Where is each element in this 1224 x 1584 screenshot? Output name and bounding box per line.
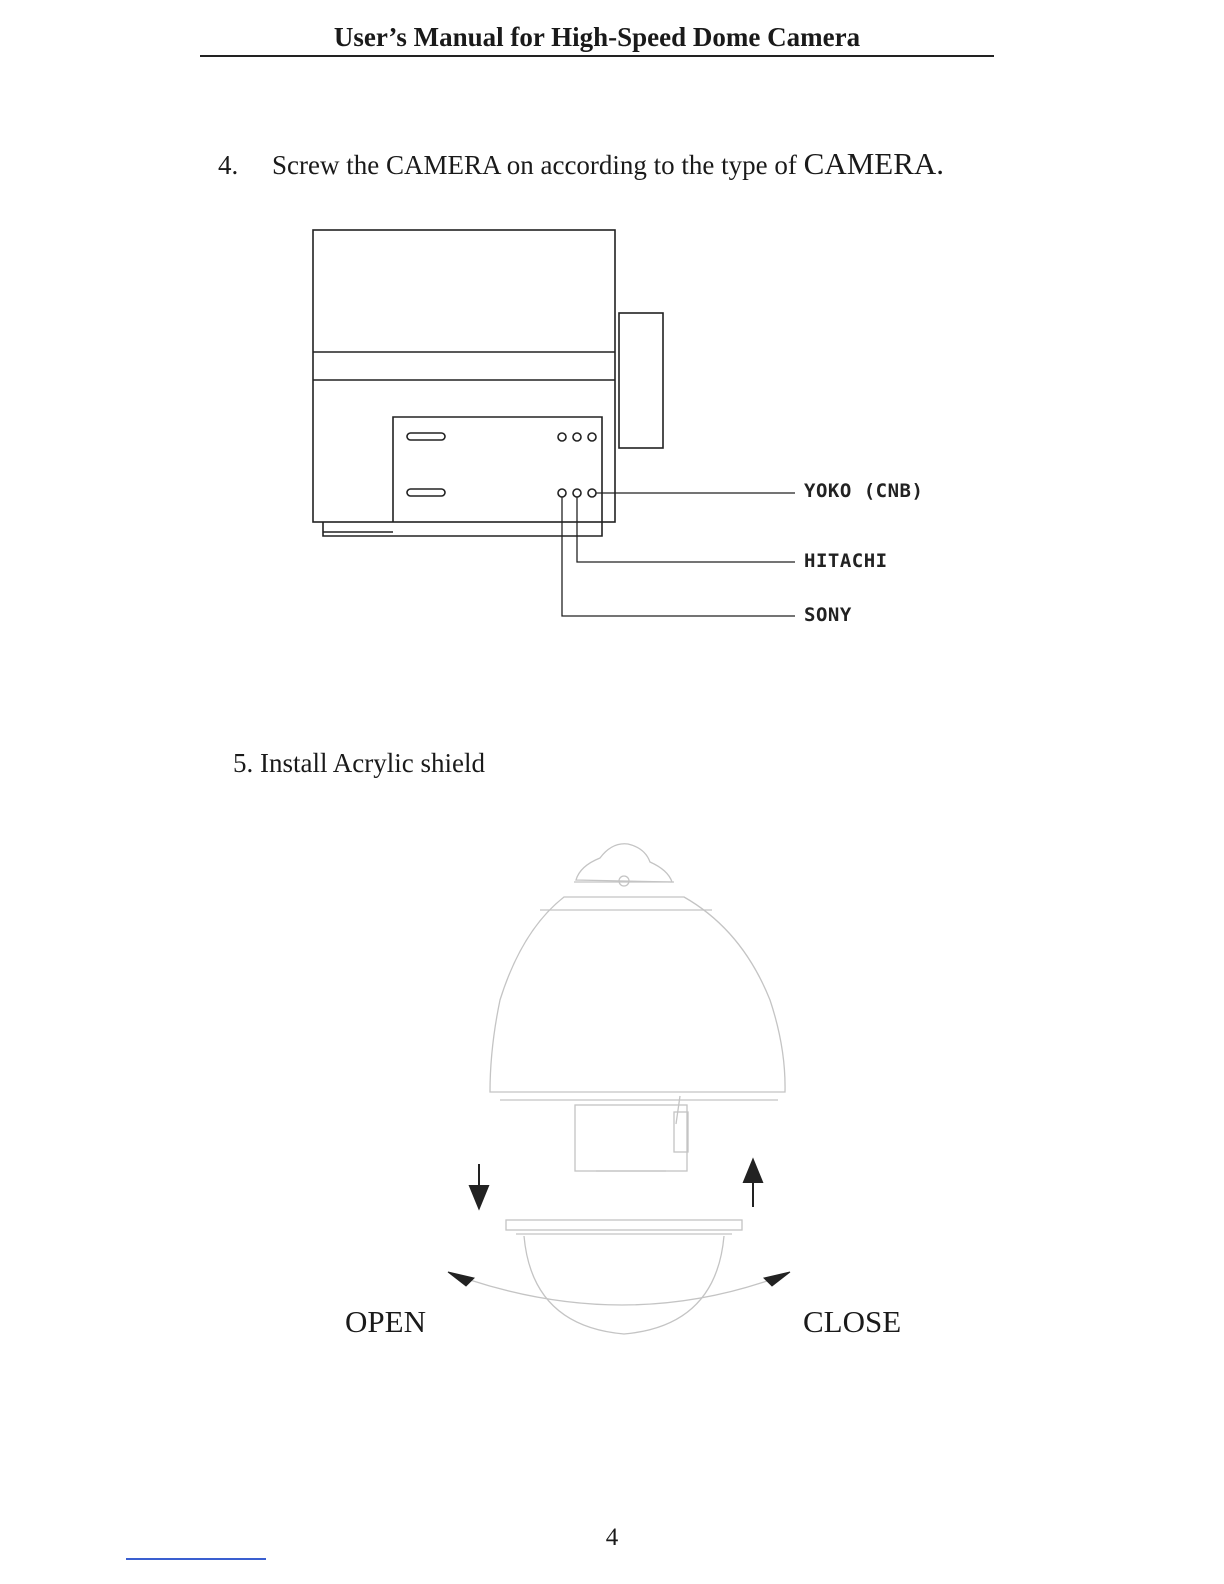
step-4-text-emphasis: CAMERA. (803, 146, 945, 181)
footer-divider (126, 1558, 266, 1560)
acrylic-shield (524, 1236, 724, 1334)
close-rotation-arrowhead (764, 1272, 790, 1286)
step-4-number: 4. (218, 150, 239, 180)
label-hitachi: HITACHI (804, 550, 888, 572)
open-arrow-down (470, 1186, 488, 1208)
page-title: User’s Manual for High-Speed Dome Camera (333, 22, 861, 52)
label-yoko-cnb: YOKO (CNB) (804, 480, 924, 502)
close-label: CLOSE (803, 1304, 902, 1339)
page-number: 4 (605, 1524, 619, 1551)
close-arrow-up (744, 1160, 762, 1182)
open-label: OPEN (345, 1304, 426, 1339)
shield-ring (506, 1220, 742, 1230)
open-rotation-arrowhead (448, 1272, 474, 1286)
dome-housing (490, 897, 785, 1092)
rotation-arc (470, 1280, 770, 1305)
step-5-instruction: 5. Install Acrylic shield (233, 748, 485, 778)
step-4-text: Screw the CAMERA on according to the type of (272, 150, 804, 180)
camera-module (575, 1105, 687, 1171)
label-sony: SONY (804, 604, 852, 626)
